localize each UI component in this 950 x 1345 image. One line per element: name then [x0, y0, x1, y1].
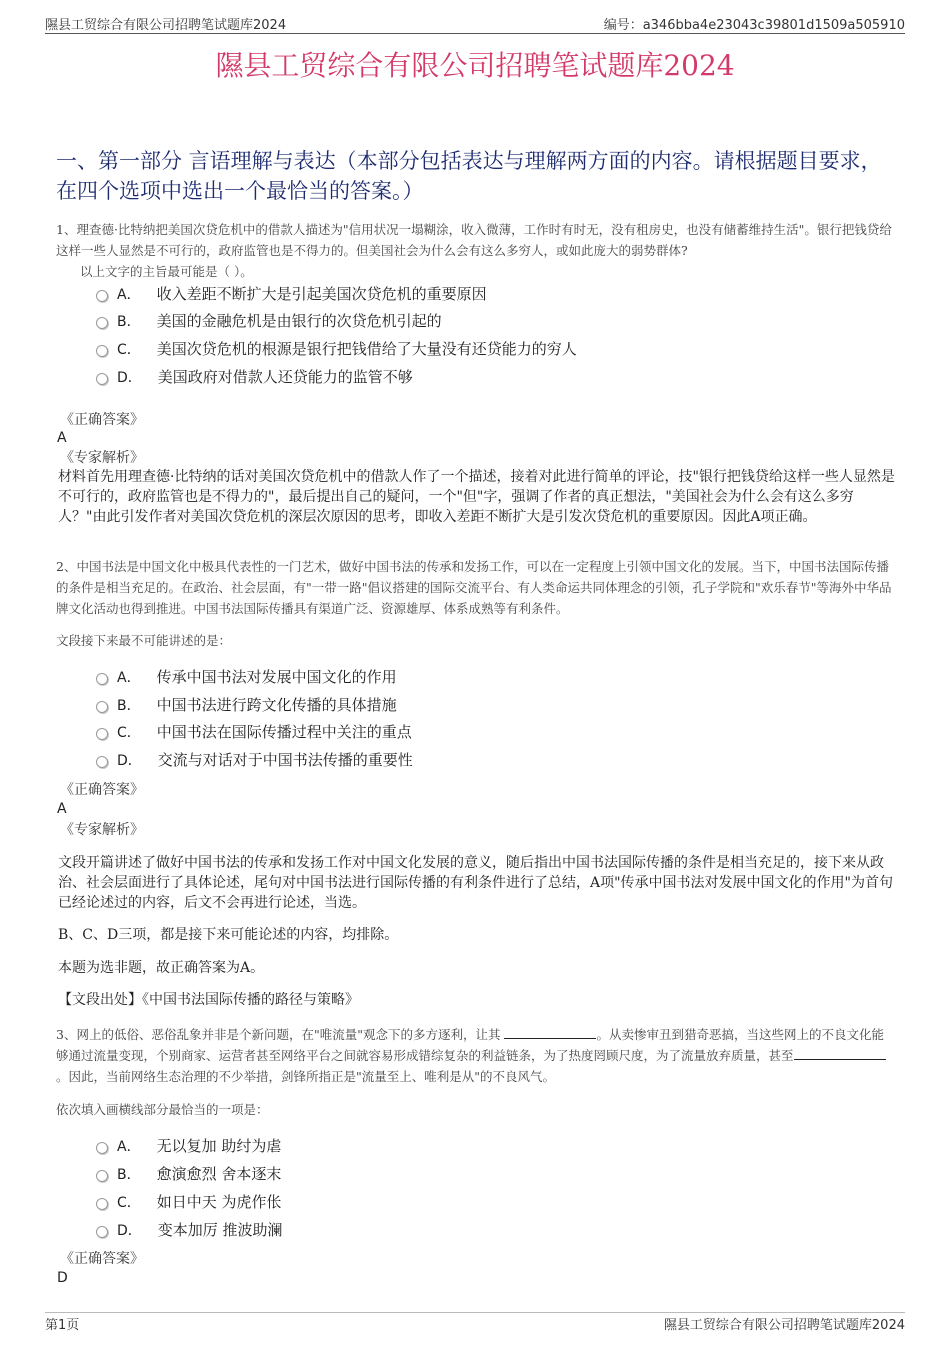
q2-analysis-p1: 文段开篇讲述了做好中国书法的传承和发扬工作对中国文化发展的意义，随后指出中国书法国际传播的条件是相当充足的，接下来从政治、社会层面进行了具体论述，尾句对中国书法进行国际传播的有利条件进行了总结，A项"传承中国书法对发展中国文化的作用"为首句已经论述过的内容，后文不会再进行论述，当选。 [58, 855, 893, 911]
radio-icon[interactable] [96, 1198, 108, 1210]
page-number: 第1页 [45, 1318, 80, 1333]
fill-blank-2[interactable] [794, 1046, 886, 1060]
q2-option-b[interactable]: B． 中国书法进行跨文化传播的具体措施 [96, 695, 397, 716]
q3-option-b[interactable]: B． 愈演愈烈 舍本逐末 [96, 1164, 281, 1185]
q1-analysis: 材料首先用理查德·比特纳的话对美国次贷危机中的借款人作了一个描述，接着对此进行简单的评论，技"银行把钱贷给这样一些人显然是不可行的，政府监管也是不得力的"，最后提出自己的疑问，一个"但"字，强调了作者的真正想法，"美国社会为什么会有这么多穷人？"由此引发作者对美国次贷危机的深层次原因的思考，即收入差距不断扩大是引发次贷危机的重要原因。因此A项正确。 [58, 469, 895, 525]
header-doc-title: 隰县工贸综合有限公司招聘笔试题库2024 [45, 18, 287, 33]
q2-analysis-p3: 本题为选非题，故正确答案为A。 [58, 960, 265, 976]
q3-answer-label: 《正确答案》 [60, 1251, 144, 1267]
q3-option-c[interactable]: C． 如日中天 为虎作伥 [96, 1192, 282, 1213]
header-divider [45, 33, 905, 34]
radio-icon[interactable] [96, 673, 108, 685]
page-header [45, 14, 905, 34]
radio-icon[interactable] [96, 317, 108, 329]
q3-option-d[interactable]: D． 变本加厉 推波助澜 [96, 1220, 283, 1241]
page-title: 隰县工贸综合有限公司招聘笔试题库2024 [215, 49, 735, 82]
q2-answer-label: 《正确答案》 [60, 782, 144, 798]
footer-divider [45, 1312, 905, 1313]
q2-source: 【文段出处】《中国书法国际传播的路径与策略》 [58, 992, 359, 1008]
q1-option-c[interactable]: C． 美国次贷危机的根源是银行把钱借给了大量没有还贷能力的穷人 [96, 339, 577, 360]
q1-answer: A [57, 430, 67, 446]
q1-prompt: 以上文字的主旨最可能是（ ）。 [80, 264, 253, 279]
q2-option-a[interactable]: A． 传承中国书法对发展中国文化的作用 [96, 667, 397, 688]
q1-analysis-label: 《专家解析》 [60, 450, 144, 466]
q3-prompt: 依次填入画横线部分最恰当的一项是： [56, 1102, 269, 1117]
section-heading: 一、第一部分 言语理解与表达（本部分包括表达与理解两方面的内容。请根据题目要求，在四个选项中选出一个最恰当的答案。） [56, 149, 882, 203]
header-doc-number: 编号：a346bba4e23043c39801d1509a505910 [603, 18, 905, 33]
radio-icon[interactable] [96, 1142, 108, 1154]
q1-answer-label: 《正确答案》 [60, 412, 144, 428]
q2-option-d[interactable]: D． 交流与对话对于中国书法传播的重要性 [96, 750, 413, 771]
q1-option-b[interactable]: B． 美国的金融危机是由银行的次贷危机引起的 [96, 311, 442, 332]
q2-analysis-label: 《专家解析》 [60, 822, 144, 838]
radio-icon[interactable] [96, 290, 108, 302]
q2-prompt: 文段接下来最不可能讲述的是： [56, 633, 232, 648]
q1-stem: 1、理查德·比特纳把美国次贷危机中的借款人描述为"信用状况一塌糊涂，收入微薄，工作时有时无，没有租房史，也没有储蓄维持生活"。银行把钱贷给这样一些人显然是不可行的，政府监管也是不得力的。但美国社会为什么会有这么多穷人，或如此庞大的弱势群体? [56, 222, 892, 258]
q2-analysis-p2: B、C、D三项，都是接下来可能论述的内容，均排除。 [58, 927, 399, 943]
q2-stem: 2、中国书法是中国文化中极具代表性的一门艺术，做好中国书法的传承和发扬工作，可以在一定程度上引领中国文化的发展。当下，中国书法国际传播的条件是相当充足的。在政治、社会层面，有"一带一路"倡议搭建的国际交流平台、有人类命运共同体理念的引领，孔子学院和"欢乐春节"等海外中华品牌文化活动也得到推进。中国书法国际传播具有渠道广泛、资源雄厚、体系成熟等有利条件。 [56, 559, 892, 616]
q2-option-c[interactable]: C． 中国书法在国际传播过程中关注的重点 [96, 722, 412, 743]
footer-doc-title: 隰县工贸综合有限公司招聘笔试题库2024 [663, 1318, 905, 1333]
fill-blank-1[interactable] [504, 1025, 596, 1039]
radio-icon[interactable] [96, 701, 108, 713]
radio-icon[interactable] [96, 373, 108, 385]
page-footer [45, 1314, 905, 1334]
q1-option-d[interactable]: D． 美国政府对借款人还贷能力的监管不够 [96, 367, 413, 388]
radio-icon[interactable] [96, 345, 108, 357]
q1-option-a[interactable]: A． 收入差距不断扩大是引起美国次贷危机的重要原因 [96, 284, 487, 305]
q3-stem: 3、网上的低俗、恶俗乱象并非是个新问题，在"唯流量"观念下的多方逐利，让其 。从卖惨审丑到猎奇恶搞，当这些网上的不良文化能够通过流量变现，个别商家、运营者甚至网络平台之间就容易形成错综复杂的利益链条，为了热度罔顾尺度，为了流量放弃质量，甚至。因此，当前网络生态治理的不少举措，剑锋所指正是"流量至上、唯利是从"的不良风气。 [56, 1027, 884, 1084]
q3-answer: D [57, 1270, 68, 1286]
radio-icon[interactable] [96, 1226, 108, 1238]
radio-icon[interactable] [96, 756, 108, 768]
radio-icon[interactable] [96, 728, 108, 740]
q2-answer: A [57, 801, 67, 817]
radio-icon[interactable] [96, 1170, 108, 1182]
q3-option-a[interactable]: A． 无以复加 助纣为虐 [96, 1136, 281, 1157]
